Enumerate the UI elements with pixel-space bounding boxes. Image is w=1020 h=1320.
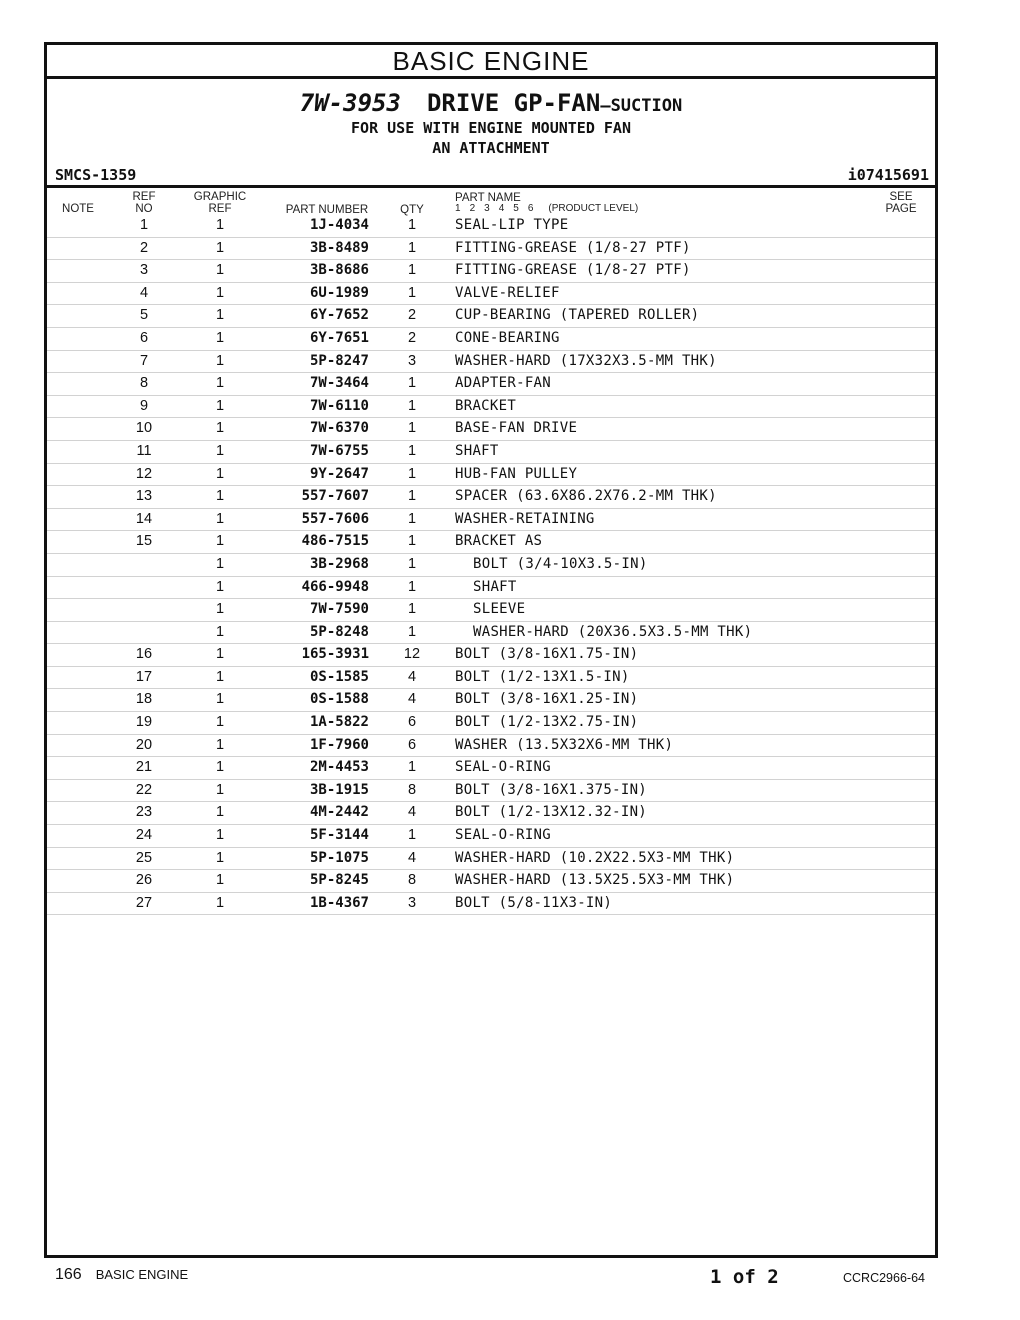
part-name: HUB-FAN PULLEY — [455, 465, 578, 482]
parts-row — [47, 735, 935, 758]
quantity: 1 — [407, 578, 417, 595]
graphic-ref: 1 — [215, 601, 225, 618]
graphic-ref: 1 — [215, 533, 225, 550]
quantity: 4 — [407, 668, 417, 685]
part-number: 3B-8489 — [309, 239, 369, 256]
quantity: 1 — [407, 759, 417, 776]
ref-number: 24 — [135, 827, 153, 844]
part-name: BOLT (3/8-16X1.75-IN) — [455, 646, 639, 663]
parts-list — [47, 215, 935, 915]
part-name: BOLT (1/2-13X1.5-IN) — [455, 668, 630, 685]
quantity: 2 — [407, 329, 417, 346]
graphic-ref: 1 — [215, 781, 225, 798]
col-header-qty: QTY — [400, 204, 424, 216]
parts-row — [47, 238, 935, 261]
col-header-graphic-top: GRAPHIC — [193, 191, 247, 203]
quantity: 1 — [407, 465, 417, 482]
ref-number: 20 — [135, 736, 153, 753]
part-number: 7W-6370 — [309, 420, 369, 437]
part-name: WASHER-RETAINING — [455, 510, 595, 527]
parts-row — [47, 328, 935, 351]
part-name: BOLT (1/2-13X12.32-IN) — [455, 804, 648, 821]
graphic-ref: 1 — [215, 872, 225, 889]
col-header-graphic-bottom: REF — [208, 203, 232, 215]
group-subtitle-2: AN ATTACHMENT — [432, 139, 550, 157]
quantity: 1 — [407, 375, 417, 392]
smcs-code: SMCS-1359 — [55, 166, 137, 184]
parts-row — [47, 464, 935, 487]
part-number: 557-7607 — [301, 488, 369, 505]
ref-number: 11 — [136, 442, 152, 459]
part-name: SEAL-LIP TYPE — [455, 217, 569, 233]
footer-code: CCRC2966-64 — [843, 1271, 925, 1285]
part-name: FITTING-GREASE (1/8-27 PTF) — [455, 262, 691, 279]
ref-number: 15 — [135, 533, 153, 550]
graphic-ref: 1 — [215, 488, 225, 505]
quantity: 1 — [407, 488, 417, 505]
level-3: 3 — [484, 203, 490, 214]
parts-row — [47, 305, 935, 328]
col-header-part-number: PART NUMBER — [285, 204, 369, 216]
quantity: 3 — [407, 352, 417, 369]
ref-number: 5 — [139, 307, 149, 324]
footer-section: BASIC ENGINE — [95, 1267, 189, 1282]
graphic-ref: 1 — [215, 352, 225, 369]
parts-row — [47, 802, 935, 825]
level-2: 2 — [469, 203, 476, 214]
part-number: 5P-1075 — [309, 849, 369, 866]
ref-number: 6 — [139, 329, 149, 346]
col-header-see-bottom: PAGE — [885, 203, 917, 215]
product-level-label: (PRODUCT LEVEL) — [548, 203, 639, 214]
part-number: 557-7606 — [301, 510, 369, 527]
group-name: DRIVE GP-FAN — [426, 89, 601, 117]
footer-page-of: 1 of 2 — [710, 1266, 779, 1288]
ref-number: 19 — [135, 714, 153, 731]
graphic-ref: 1 — [215, 420, 225, 437]
document-identifier: i07415691 — [847, 166, 929, 184]
group-part-number: 7W-3953 — [299, 89, 401, 117]
quantity: 3 — [407, 894, 417, 911]
part-number: 1B-4367 — [309, 894, 369, 911]
part-name: CUP-BEARING (TAPERED ROLLER) — [455, 307, 700, 324]
parts-row — [47, 441, 935, 464]
quantity: 1 — [407, 555, 417, 572]
quantity: 1 — [407, 397, 417, 414]
part-number: 1A-5822 — [309, 714, 369, 731]
graphic-ref: 1 — [215, 714, 225, 731]
graphic-ref: 1 — [215, 442, 225, 459]
part-name: BOLT (5/8-11X3-IN) — [455, 894, 613, 911]
col-header-ref-top: REF — [132, 191, 156, 203]
part-name: WASHER-HARD (13.5X25.5X3-MM THK) — [455, 872, 735, 889]
ref-number: 18 — [135, 691, 153, 708]
quantity: 4 — [407, 849, 417, 866]
ref-number: 10 — [135, 420, 153, 437]
col-header-ref-bottom: NO — [135, 203, 153, 215]
quantity: 1 — [407, 239, 417, 256]
parts-row — [47, 893, 935, 916]
parts-row — [47, 215, 935, 238]
ref-number: 23 — [135, 804, 153, 821]
quantity: 8 — [407, 781, 417, 798]
header-divider — [47, 185, 935, 188]
quantity: 1 — [407, 284, 417, 301]
ref-number: 26 — [135, 872, 153, 889]
section-title: BASIC ENGINE — [47, 45, 935, 79]
ref-number: 4 — [139, 284, 149, 301]
part-number: 466-9948 — [301, 578, 369, 595]
part-name: SEAL-O-RING — [455, 827, 552, 844]
part-number: 6Y-7651 — [309, 329, 369, 346]
parts-row — [47, 351, 935, 374]
graphic-ref: 1 — [215, 375, 225, 392]
graphic-ref: 1 — [215, 578, 225, 595]
graphic-ref: 1 — [215, 284, 225, 301]
part-number: 5P-8248 — [309, 623, 369, 640]
part-name: BRACKET AS — [455, 533, 543, 550]
parts-row — [47, 825, 935, 848]
parts-row — [47, 283, 935, 306]
parts-row — [47, 531, 935, 554]
graphic-ref: 1 — [215, 239, 225, 256]
part-name: VALVE-RELIEF — [455, 284, 560, 301]
ref-number: 27 — [135, 894, 153, 911]
graphic-ref: 1 — [215, 217, 225, 233]
part-name: WASHER-HARD (20X36.5X3.5-MM THK) — [473, 623, 753, 640]
graphic-ref: 1 — [215, 691, 225, 708]
part-name: BOLT (3/8-16X1.25-IN) — [455, 691, 639, 708]
ref-number: 21 — [135, 759, 153, 776]
group-title — [47, 89, 935, 117]
parts-row — [47, 373, 935, 396]
parts-row — [47, 260, 935, 283]
part-number: 0S-1585 — [309, 668, 369, 685]
parts-row — [47, 712, 935, 735]
part-number: 1J-4034 — [309, 217, 369, 233]
ref-number: 9 — [139, 397, 149, 414]
parts-row — [47, 554, 935, 577]
col-header-see-page — [873, 191, 929, 215]
part-name: BOLT (3/8-16X1.375-IN) — [455, 781, 648, 798]
graphic-ref: 1 — [215, 668, 225, 685]
ref-number: 22 — [135, 781, 153, 798]
part-number: 165-3931 — [301, 646, 369, 663]
parts-row — [47, 667, 935, 690]
part-name: FITTING-GREASE (1/8-27 PTF) — [455, 239, 691, 256]
quantity: 4 — [407, 691, 417, 708]
graphic-ref: 1 — [215, 307, 225, 324]
part-name: BRACKET — [455, 397, 517, 414]
parts-row — [47, 599, 935, 622]
part-number: 3B-1915 — [309, 781, 369, 798]
footer-page-number: 166 — [55, 1266, 82, 1283]
quantity: 6 — [407, 736, 417, 753]
product-level-scale — [455, 203, 647, 214]
ref-number: 16 — [135, 646, 153, 663]
quantity: 1 — [407, 420, 417, 437]
ref-number: 17 — [135, 668, 153, 685]
graphic-ref: 1 — [215, 827, 225, 844]
parts-page-frame — [44, 42, 938, 1258]
graphic-ref: 1 — [215, 646, 225, 663]
quantity: 1 — [407, 601, 417, 618]
quantity: 1 — [407, 510, 417, 527]
quantity: 12 — [403, 646, 421, 663]
part-name: CONE-BEARING — [455, 329, 560, 346]
parts-row — [47, 689, 935, 712]
graphic-ref: 1 — [215, 894, 225, 911]
level-4: 4 — [498, 203, 505, 214]
part-number: 9Y-2647 — [309, 465, 369, 482]
parts-row — [47, 418, 935, 441]
parts-row — [47, 577, 935, 600]
level-6: 6 — [527, 203, 534, 214]
part-name: WASHER-HARD (10.2X22.5X3-MM THK) — [455, 849, 735, 866]
parts-row — [47, 848, 935, 871]
part-number: 6Y-7652 — [309, 307, 369, 324]
part-number: 2M-4453 — [309, 759, 369, 776]
part-number: 0S-1588 — [309, 691, 369, 708]
part-number: 6U-1989 — [309, 284, 369, 301]
part-number: 3B-2968 — [309, 555, 369, 572]
quantity: 1 — [407, 442, 417, 459]
part-number: 5P-8245 — [309, 872, 369, 889]
ref-number: 2 — [139, 239, 149, 256]
part-name: SPACER (63.6X86.2X76.2-MM THK) — [455, 488, 717, 505]
graphic-ref: 1 — [215, 329, 225, 346]
col-header-part-name: PART NAME — [455, 192, 521, 204]
graphic-ref: 1 — [215, 736, 225, 753]
col-header-note: NOTE — [62, 203, 94, 215]
quantity: 1 — [407, 533, 417, 550]
quantity: 4 — [407, 804, 417, 821]
quantity: 1 — [407, 623, 417, 640]
ref-number: 7 — [139, 352, 149, 369]
part-number: 7W-7590 — [309, 601, 369, 618]
graphic-ref: 1 — [215, 510, 225, 527]
ref-number: 13 — [135, 488, 153, 505]
part-number: 4M-2442 — [309, 804, 369, 821]
part-number: 3B-8686 — [309, 262, 369, 279]
level-5: 5 — [513, 203, 519, 214]
part-number: 1F-7960 — [309, 736, 369, 753]
quantity: 8 — [407, 872, 417, 889]
part-name: WASHER (13.5X32X6-MM THK) — [455, 736, 674, 753]
ref-number: 14 — [135, 510, 153, 527]
graphic-ref: 1 — [215, 555, 225, 572]
part-number: 5F-3144 — [309, 827, 369, 844]
graphic-ref: 1 — [215, 397, 225, 414]
ref-number: 8 — [139, 375, 149, 392]
parts-row — [47, 509, 935, 532]
parts-row — [47, 622, 935, 645]
part-number: 5P-8247 — [309, 352, 369, 369]
graphic-ref: 1 — [215, 849, 225, 866]
parts-row — [47, 780, 935, 803]
part-number: 7W-6755 — [309, 442, 369, 459]
col-header-graphic-ref — [187, 191, 253, 215]
level-1: 1 — [455, 203, 461, 214]
parts-row — [47, 644, 935, 667]
part-name: BOLT (1/2-13X2.75-IN) — [455, 714, 639, 731]
quantity: 1 — [407, 217, 417, 233]
graphic-ref: 1 — [215, 623, 225, 640]
quantity: 1 — [407, 262, 417, 279]
part-name: WASHER-HARD (17X32X3.5-MM THK) — [455, 352, 717, 369]
quantity: 6 — [407, 714, 417, 731]
part-name: SHAFT — [455, 442, 499, 459]
part-name: SEAL-O-RING — [455, 759, 552, 776]
parts-row — [47, 396, 935, 419]
part-name: ADAPTER-FAN — [455, 375, 552, 392]
part-number: 486-7515 — [301, 533, 369, 550]
group-subtitle-1: FOR USE WITH ENGINE MOUNTED FAN — [351, 119, 631, 137]
ref-number: 1 — [139, 217, 149, 233]
part-number: 7W-3464 — [309, 375, 369, 392]
col-header-ref-no — [117, 191, 171, 215]
ref-number: 3 — [139, 262, 149, 279]
graphic-ref: 1 — [215, 262, 225, 279]
part-number: 7W-6110 — [309, 397, 369, 414]
group-name-suffix: –SUCTION — [600, 96, 683, 116]
part-name: SHAFT — [473, 578, 517, 595]
part-name: SLEEVE — [473, 601, 526, 618]
graphic-ref: 1 — [215, 759, 225, 776]
quantity: 1 — [407, 827, 417, 844]
ref-number: 12 — [135, 465, 153, 482]
quantity: 2 — [407, 307, 417, 324]
parts-row — [47, 870, 935, 893]
graphic-ref: 1 — [215, 804, 225, 821]
part-name: BASE-FAN DRIVE — [455, 420, 578, 437]
parts-row — [47, 757, 935, 780]
graphic-ref: 1 — [215, 465, 225, 482]
col-header-see-top: SEE — [889, 191, 913, 203]
footer-left — [55, 1266, 188, 1284]
ref-number: 25 — [135, 849, 153, 866]
parts-row — [47, 486, 935, 509]
part-name: BOLT (3/4-10X3.5-IN) — [473, 555, 648, 572]
